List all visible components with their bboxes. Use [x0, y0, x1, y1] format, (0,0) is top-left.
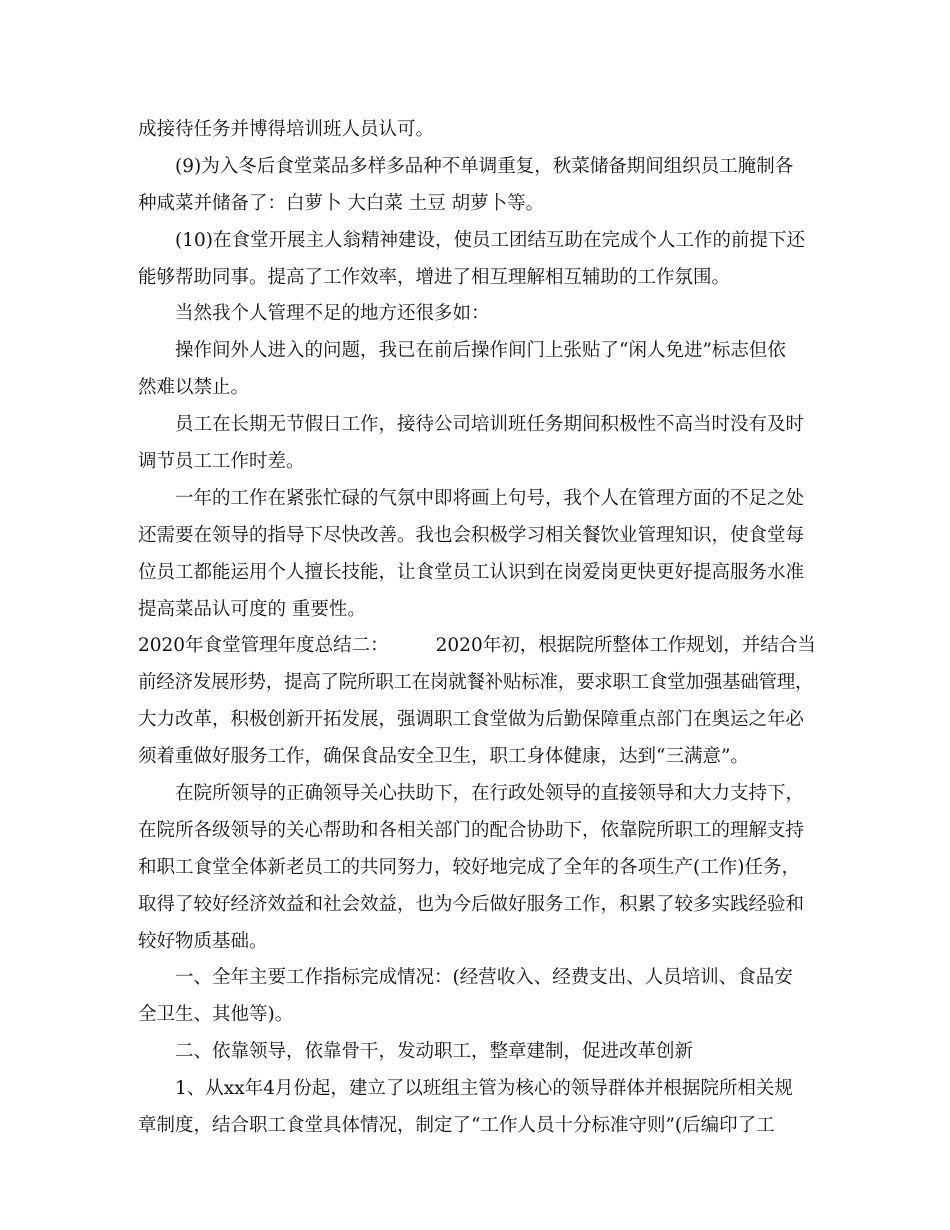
text-line: 全卫生、其他等)。 [138, 1004, 294, 1026]
text-line: 前经济发展形势，提高了院所职工在岗就餐补贴标准，要求职工食堂加强基础管理， [138, 672, 814, 694]
text-line: (9)为入冬后食堂菜品多样多品种不单调重复，秋菜储备期间组织员工腌制各 [175, 155, 794, 177]
text-line: 二、依靠领导，依靠骨干，发动职工，整章建制，促进改革创新 [175, 1041, 694, 1063]
text-line: 大力改革，积极创新开拓发展，强调职工食堂做为后勤保障重点部门在奥运之年必 [138, 709, 805, 731]
text-line: 2020年食堂管理年度总结二： 2020年初，根据院所整体工作规划，并结合当 [138, 635, 816, 657]
text-line: 在院所各级领导的关心帮助和各相关部门的配合协助下，依靠院所职工的理解支持 [138, 819, 805, 841]
text-line: 调节员工工作时差。 [138, 451, 305, 473]
text-line: 须着重做好服务工作，确保食品安全卫生，职工身体健康，达到“三满意”。 [138, 746, 749, 768]
text-line: 员工在长期无节假日工作，接待公司培训班任务期间积极性不高当时没有及时 [175, 414, 805, 436]
text-line: 成接待任务并博得培训班人员认可。 [138, 119, 435, 140]
text-line: 在院所领导的正确领导关心扶助下，在行政处领导的直接领导和大力支持下， [175, 783, 805, 805]
text-line: 一、全年主要工作指标完成情况：(经营收入、经费支出、人员培训、食品安 [175, 967, 793, 989]
text-line: 还需要在领导的指导下尽快改善。我也会积极学习相关餐饮业管理知识，使食堂每 [138, 524, 805, 546]
text-line: 种咸菜并储备了：白萝卜 大白菜 土豆 胡萝卜等。 [138, 192, 545, 214]
text-line: 位员工都能运用个人擅长技能，让食堂员工认识到在岗爱岗更快更好提高服务水准 [138, 561, 805, 583]
document-body [138, 112, 818, 1145]
text-line: 能够帮助同事。提高了工作效率，增进了相互理解相互辅助的工作氛围。 [138, 266, 731, 288]
text-line: 和职工食堂全体新老员工的共同努力，较好地完成了全年的各项生产(工作)任务， [138, 856, 800, 878]
text-line: (10)在食堂开展主人翁精神建设，使员工团结互助在完成个人工作的前提下还 [175, 229, 805, 251]
text-line: 然难以禁止。 [138, 377, 250, 399]
text-line: 当然我个人管理不足的地方还很多如： [175, 303, 490, 325]
text-line: 较好物质基础。 [138, 930, 268, 952]
text-line: 1、从xx年4月份起，建立了以班组主管为核心的领导群体并根据院所相关规 [175, 1078, 793, 1100]
text-line: 操作间外人进入的问题，我已在前后操作间门上张贴了“闲人免进”标志但依 [175, 340, 786, 362]
text-line: 取得了较好经济效益和社会效益，也为今后做好服务工作，积累了较多实践经验和 [138, 893, 805, 915]
text-line: 章制度，结合职工食堂具体情况，制定了“工作人员十分标准守则”(后编印了工 [138, 1115, 775, 1137]
text-line: 一年的工作在紧张忙碌的气氛中即将画上句号，我个人在管理方面的不足之处 [175, 487, 805, 509]
text-line: 提高菜品认可度的 重要性。 [138, 598, 366, 620]
